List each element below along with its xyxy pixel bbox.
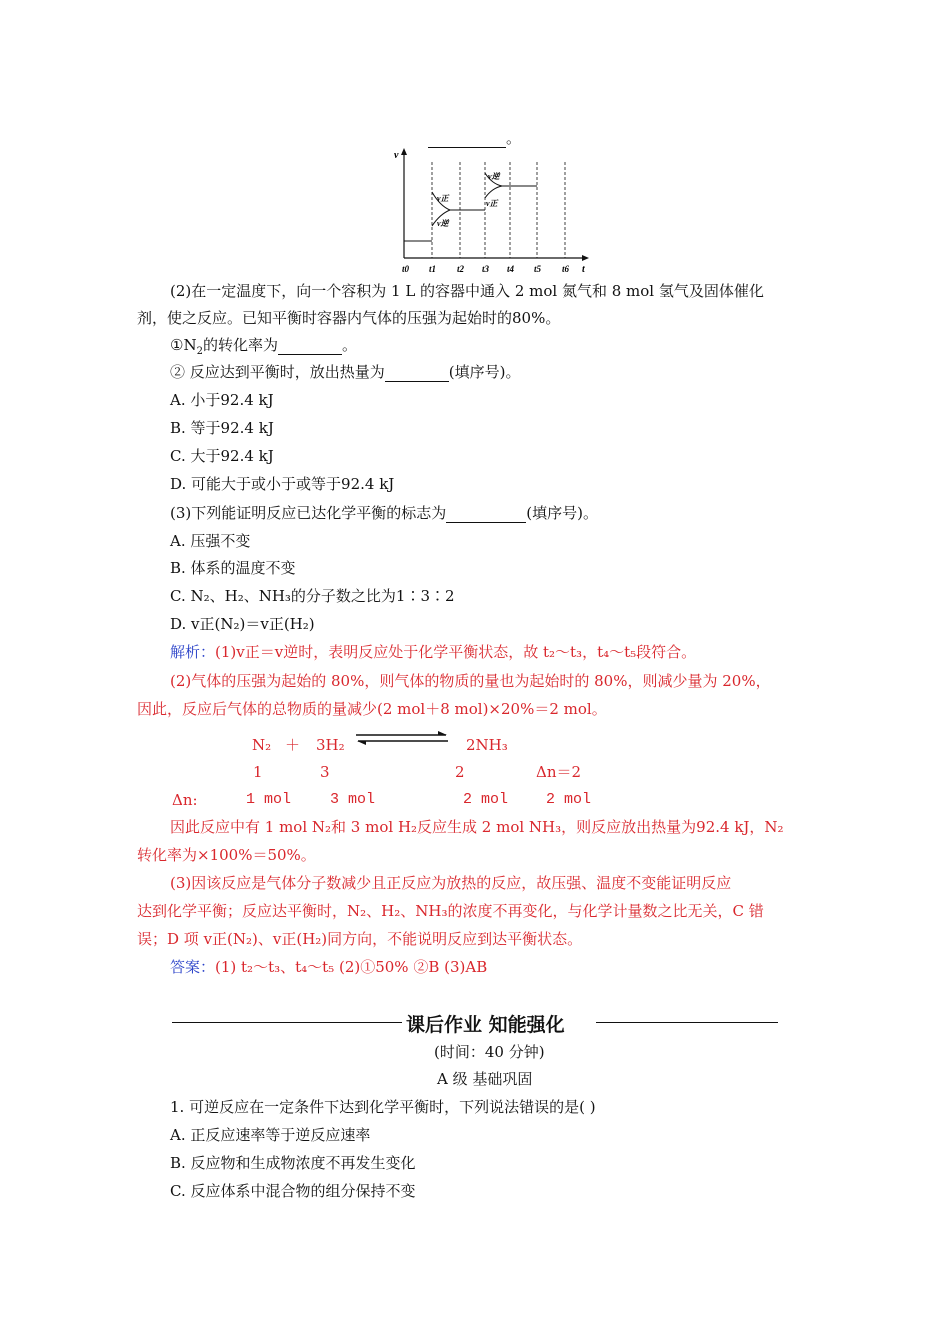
hw-q1-option-b: B. 反应物和生成物浓度不再发生变化 bbox=[170, 1154, 416, 1172]
fill-blank bbox=[446, 507, 526, 523]
section-heading: 课后作业 知能强化 bbox=[406, 1014, 565, 1036]
curve-label-1: v正 bbox=[437, 194, 449, 203]
q2-option-b: B. 等于92.4 kJ bbox=[170, 419, 274, 437]
answer-label: 答案： bbox=[170, 958, 216, 976]
solution-line4: 因此反应中有 1 mol N₂和 3 mol H₂反应生成 2 mol NH₃，则反应放出热量为92.4 kJ，N₂ bbox=[170, 818, 784, 836]
fill-blank bbox=[428, 132, 506, 148]
q3-option-b: B. 体系的温度不变 bbox=[170, 559, 296, 577]
q3-option-d: D. v正(N₂)＝v正(H₂) bbox=[170, 615, 315, 633]
tick-label: t5 bbox=[534, 264, 542, 274]
tick-labels bbox=[402, 264, 570, 274]
heading-rule-left bbox=[172, 1022, 402, 1023]
solution-line2: (2)气体的压强为起始的 80%，则气体的物质的量也为起始时的 80%，则减少量为 20%， bbox=[170, 672, 771, 690]
solution-line7: 达到化学平衡；反应达平衡时，N₂、H₂、NH₃的浓度不再变化，与化学计量数之比无关，C 错 bbox=[137, 902, 764, 920]
q2-sub1: $①N_2$的转化率为 。 bbox=[170, 336, 357, 357]
solution-line1: 解析：(1)v正＝v逆时，表明反应处于化学平衡状态，故 t₂～t₃，t₄～t₅段符合。 bbox=[170, 643, 697, 661]
tick-label: t1 bbox=[429, 264, 437, 274]
delta-n-nh3: 2 mol bbox=[463, 791, 509, 808]
hw-q1-option-c: C. 反应体系中混合物的组分保持不变 bbox=[170, 1182, 416, 1200]
y-axis-arrow bbox=[401, 148, 407, 155]
q2-option-c: C. 大于92.4 kJ bbox=[170, 447, 274, 465]
hw-q1-option-a: A. 正反应速率等于逆反应速率 bbox=[170, 1126, 371, 1144]
solution-line8: 误；D 项 v正(N₂)、v正(H₂)同方向，不能说明反应到达平衡状态。 bbox=[137, 930, 583, 948]
curve-label-4: v正 bbox=[486, 199, 498, 208]
solution-line6: (3)因该反应是气体分子数减少且正反应为放热的反应，故压强、温度不变能证明反应 bbox=[170, 874, 732, 892]
top-answer-blank bbox=[428, 128, 521, 148]
y-axis-label: v bbox=[394, 150, 399, 161]
fill-blank bbox=[278, 339, 342, 355]
rate-curves bbox=[404, 173, 537, 241]
time-limit: (时间：40 分钟) bbox=[434, 1043, 545, 1061]
q2-intro-line2: 剂，使之反应。已知平衡时容器内气体的压强为起始时的80%。 bbox=[137, 309, 561, 327]
answer-line: 答案：(1) t₂～t₃、t₄～t₅ (2)①50% ②B (3)AB bbox=[170, 958, 488, 976]
eq-h2: 3H₂ bbox=[316, 736, 345, 754]
solution-line5: 转化率为×100%＝50%。 bbox=[137, 846, 316, 864]
curve-label-2: v逆 bbox=[437, 219, 449, 228]
hw-question-1: 1. 可逆反应在一定条件下达到化学平衡时，下列说法错误的是( ) bbox=[170, 1098, 596, 1116]
solution-label: 解析： bbox=[170, 643, 216, 661]
eq-plus: ＋ bbox=[285, 736, 301, 754]
q2-option-d: D. 可能大于或小于或等于92.4 kJ bbox=[170, 475, 395, 493]
x-axis-arrow bbox=[582, 255, 589, 261]
q3-option-c: C. N₂、H₂、NH₃的分子数之比为1∶3∶2 bbox=[170, 587, 455, 605]
second-lower-curve bbox=[485, 186, 502, 198]
coef-h2: 3 bbox=[320, 763, 330, 781]
tick-label: t6 bbox=[562, 264, 570, 274]
heading-rule-right bbox=[596, 1022, 778, 1023]
rate-time-graph bbox=[390, 148, 590, 276]
reversible-arrow bbox=[356, 730, 448, 746]
coef-nh3: 2 bbox=[455, 763, 465, 781]
q2-option-a: A. 小于92.4 kJ bbox=[170, 391, 274, 409]
delta-n-label: Δn: bbox=[172, 791, 198, 809]
tick-label: t4 bbox=[507, 264, 515, 274]
tick-label: t3 bbox=[482, 264, 490, 274]
eq-nh3: 2NH₃ bbox=[466, 736, 508, 754]
fill-blank bbox=[385, 366, 449, 382]
eq-n2: N₂ bbox=[252, 736, 272, 754]
period: 。 bbox=[506, 129, 522, 147]
tick-label: t2 bbox=[457, 264, 465, 274]
delta-n-n2: 1 mol bbox=[246, 791, 292, 808]
q2-sub2: ② 反应达到平衡时，放出热量为 (填序号)。 bbox=[170, 363, 521, 381]
delta-n-total: 2 mol bbox=[546, 791, 592, 808]
x-axis-label: t bbox=[582, 264, 585, 275]
q3-option-a: A. 压强不变 bbox=[170, 532, 251, 550]
coef-n2: 1 bbox=[253, 763, 263, 781]
delta-n-h2: 3 mol bbox=[330, 791, 376, 808]
tick-label: t0 bbox=[402, 264, 410, 274]
level-heading: A 级 基础巩固 bbox=[437, 1070, 533, 1088]
coef-delta-n: Δn＝2 bbox=[536, 763, 582, 781]
q2-intro-line1: (2)在一定温度下，向一个容积为 1 L 的容器中通入 2 mol 氮气和 8 mol 氢气及固体催化 bbox=[170, 282, 764, 300]
solution-line3: 因此，反应后气体的总物质的量减少(2 mol＋8 mol)×20%＝2 mol。 bbox=[137, 700, 607, 718]
q3-intro: (3)下列能证明反应已达化学平衡的标志为 (填序号)。 bbox=[170, 504, 598, 522]
curve-label-3: v逆 bbox=[488, 172, 500, 181]
